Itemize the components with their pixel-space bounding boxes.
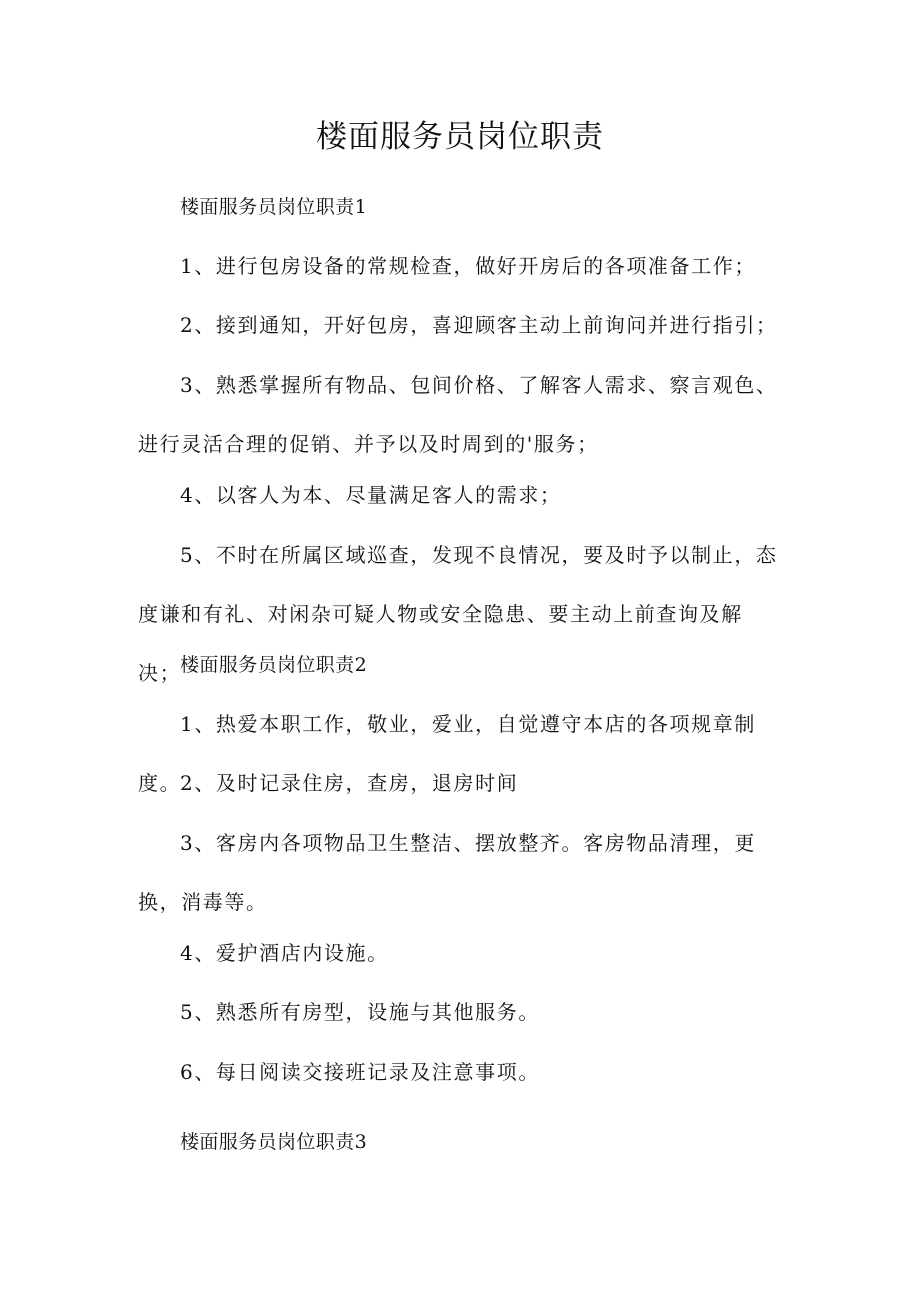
- section-2-item-3: 3、客房内各项物品卫生整洁、摆放整齐。客房物品清理，更换，消毒等。: [138, 831, 756, 914]
- section-2-item-1: 1、热爱本职工作，敬业，爱业，自觉遵守本店的各项规章制度。: [138, 712, 756, 795]
- section-2-item-4: 4、爱护酒店内设施。: [180, 941, 389, 965]
- section-1-item-5: 5、不时在所属区域巡查，发现不良情况，要及时予以制止，态度谦和有礼、对闲杂可疑人物或安全隐患、要主动上前查询及解决；: [138, 543, 778, 685]
- section-heading-2: 楼面服务员岗位职责2: [180, 654, 368, 676]
- section-1-item-3: 3、熟悉掌握所有物品、包间价格、了解客人需求、察言观色、进行灵活合理的促销、并予以及时周到的'服务；: [138, 373, 778, 456]
- section-heading-1: 楼面服务员岗位职责1: [180, 196, 368, 218]
- section-2-item-6: 6、每日阅读交接班记录及注意事项。: [180, 1060, 540, 1084]
- document-title: 楼面服务员岗位职责: [316, 119, 604, 155]
- section-1-item-4: 4、以客人为本、尽量满足客人的需求；: [180, 483, 562, 507]
- section-heading-3: 楼面服务员岗位职责3: [180, 1131, 368, 1153]
- section-2-item-5: 5、熟悉所有房型，设施与其他服务。: [180, 1000, 540, 1024]
- section-1-item-1: 1、进行包房设备的常规检查，做好开房后的各项准备工作；: [180, 254, 756, 278]
- section-1-item-2: 2、接到通知，开好包房，喜迎顾客主动上前询问并进行指引；: [180, 313, 778, 337]
- section-2-item-2: 2、及时记录住房，查房，退房时间: [180, 771, 519, 795]
